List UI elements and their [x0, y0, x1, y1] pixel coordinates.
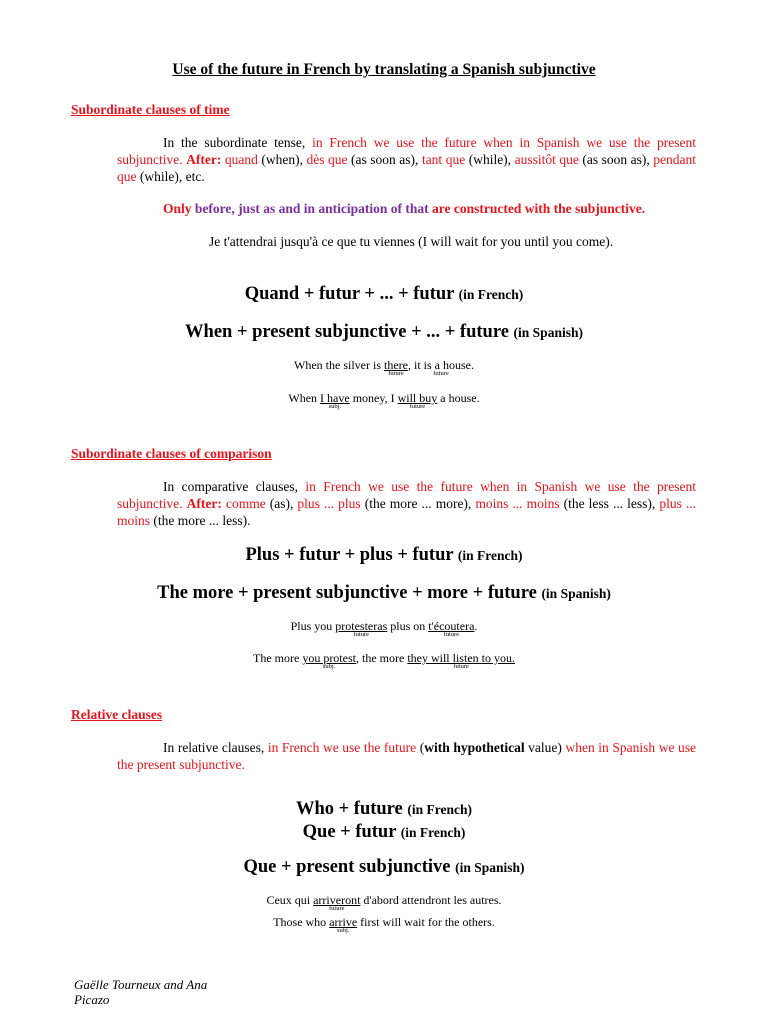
grammar-tag: future — [353, 631, 370, 638]
text: Ceux qui — [266, 893, 314, 907]
formula-language: (in Spanish) — [541, 586, 611, 601]
labeled-word — [335, 619, 388, 638]
text: (as), — [265, 496, 298, 511]
text-highlight: comme — [225, 496, 266, 511]
formula-text: When + present subjunctive + ... + future — [185, 322, 509, 342]
labeled-word — [302, 651, 356, 670]
formula-language: (in Spanish) — [513, 325, 583, 340]
text-highlight: in French we use the future when in Spanish we use the present subjunctive. — [117, 479, 696, 511]
example-ceux-qui — [0, 893, 768, 912]
text-highlight: are constructed with the subjunctive. — [432, 201, 646, 216]
underlined-word: there — [384, 358, 408, 372]
text: When the silver is — [294, 358, 384, 372]
labeled-word — [407, 358, 474, 377]
text: Those who — [273, 915, 330, 929]
text: d'abord attendront les autres. — [360, 893, 502, 907]
formula-text: Who + future — [295, 799, 403, 819]
grammar-tag: future — [409, 403, 426, 410]
example-those-who — [0, 915, 768, 934]
page-title: Use of the future in French by translating a Spanish subjunctive — [172, 61, 596, 78]
grammar-tag: future — [329, 905, 345, 912]
text: (the more ... less). — [150, 513, 251, 528]
grammar-tag: future — [433, 370, 449, 377]
text: first will wait for the others. — [357, 915, 495, 929]
underlined-word: they will listen to you. — [407, 651, 515, 665]
text-highlight: pendant que — [117, 152, 696, 184]
text-bold: with hypothetical — [424, 740, 525, 755]
formula-text: Que + present subjunctive — [243, 857, 451, 877]
text: (as soon as), — [578, 152, 654, 167]
text: (when), — [257, 152, 307, 167]
text: When — [288, 391, 321, 405]
formula-que-subjunctive — [0, 857, 768, 878]
text: ( — [416, 740, 425, 755]
text: In comparative clauses, — [163, 479, 306, 494]
formula-que-futur — [0, 822, 768, 843]
labeled-word — [329, 915, 358, 934]
example-protesteras — [0, 619, 768, 638]
text-highlight: aussitôt que — [514, 152, 579, 167]
example-sentence: Je t'attendrai jusqu'à ce que tu viennes (I will wait for you until you come). — [209, 234, 614, 249]
text-highlight: moins ... moins — [475, 496, 560, 511]
formula-who — [0, 799, 768, 820]
grammar-tag: subj. — [322, 663, 336, 670]
text: , it is a house. — [407, 358, 474, 372]
labeled-word — [428, 619, 475, 638]
underlined-word: arrive — [329, 915, 358, 929]
formula-quand — [0, 284, 768, 305]
example-you-protest — [0, 651, 768, 670]
text: In the subordinate tense, — [163, 135, 313, 150]
formula-text: Que + futur — [302, 822, 397, 842]
section-heading-comparison: Subordinate clauses of comparison — [71, 446, 272, 461]
section-heading-relative: Relative clauses — [71, 707, 163, 722]
labeled-word — [320, 391, 350, 410]
grammar-tag: subj. — [328, 403, 342, 410]
labeled-word — [407, 651, 515, 670]
text: a house. — [437, 391, 480, 405]
formula-plus — [0, 545, 768, 566]
formula-language: (in French) — [400, 825, 466, 840]
grammar-tag: future — [443, 631, 460, 638]
formula-text: Plus + futur + plus + futur — [245, 545, 454, 565]
text: (as soon as), — [347, 152, 422, 167]
text: The more — [253, 651, 303, 665]
underlined-word: will buy — [397, 391, 438, 405]
grammar-tag: subj. — [336, 927, 350, 934]
underlined-word: arriveront — [313, 893, 361, 907]
footer-authors: Gaëlle Tourneux and Ana Picazo — [74, 977, 208, 1007]
underlined-word: t'écoutera — [428, 619, 475, 633]
note-only-before — [163, 200, 696, 217]
labeled-word — [313, 893, 361, 912]
formula-text: Quand + futur + ... + futur — [244, 284, 455, 304]
text: , the more — [355, 651, 408, 665]
text-highlight: plus ... moins — [117, 496, 696, 528]
text: Plus you — [290, 619, 336, 633]
formula-language: (in French) — [458, 287, 524, 302]
text-purple: before, just as and in anticipation of that — [191, 201, 433, 216]
text-highlight: when in Spanish we use the present subjunctive. — [117, 740, 697, 772]
text: value) — [524, 740, 566, 755]
formula-the-more — [0, 583, 768, 604]
underlined-word: you protest — [302, 651, 356, 665]
grammar-tag: future — [388, 370, 404, 377]
formula-language: (in French) — [407, 802, 473, 817]
grammar-tag: future — [453, 663, 469, 670]
text-highlight: Only — [163, 201, 192, 216]
underlined-word: protesteras — [335, 619, 388, 633]
text: money, I — [349, 391, 398, 405]
text: plus on — [387, 619, 429, 633]
example-silver — [0, 358, 768, 377]
paragraph-relative — [117, 739, 696, 773]
text: (the less ... less), — [559, 496, 660, 511]
text-after-label: After: — [186, 496, 222, 511]
section-heading-time: Subordinate clauses of time — [71, 102, 230, 117]
underlined-word: I have — [320, 391, 350, 405]
text: (while), — [465, 152, 515, 167]
text-after-label: After: — [186, 152, 222, 167]
text-highlight: tant que — [421, 152, 466, 167]
text-highlight: in French we use the future when in Spanish we use the present subjunctive. — [117, 135, 696, 167]
formula-language: (in French) — [457, 548, 523, 563]
text-highlight: quand — [224, 152, 258, 167]
formula-text: The more + present subjunctive + more + future — [157, 583, 537, 603]
labeled-word — [384, 358, 408, 377]
paragraph-comparison — [117, 478, 696, 529]
text: (the more ... more), — [360, 496, 476, 511]
example-money — [0, 391, 768, 410]
text-highlight: dès que — [306, 152, 348, 167]
text: (while), etc. — [136, 169, 205, 184]
formula-when — [0, 322, 768, 343]
formula-language: (in Spanish) — [455, 860, 525, 875]
text: . — [474, 619, 478, 633]
text: In relative clauses, — [163, 740, 268, 755]
labeled-word — [397, 391, 438, 410]
text-highlight: plus ... plus — [297, 496, 361, 511]
text-highlight: in French we use the future — [267, 740, 417, 755]
paragraph-time — [117, 134, 696, 185]
